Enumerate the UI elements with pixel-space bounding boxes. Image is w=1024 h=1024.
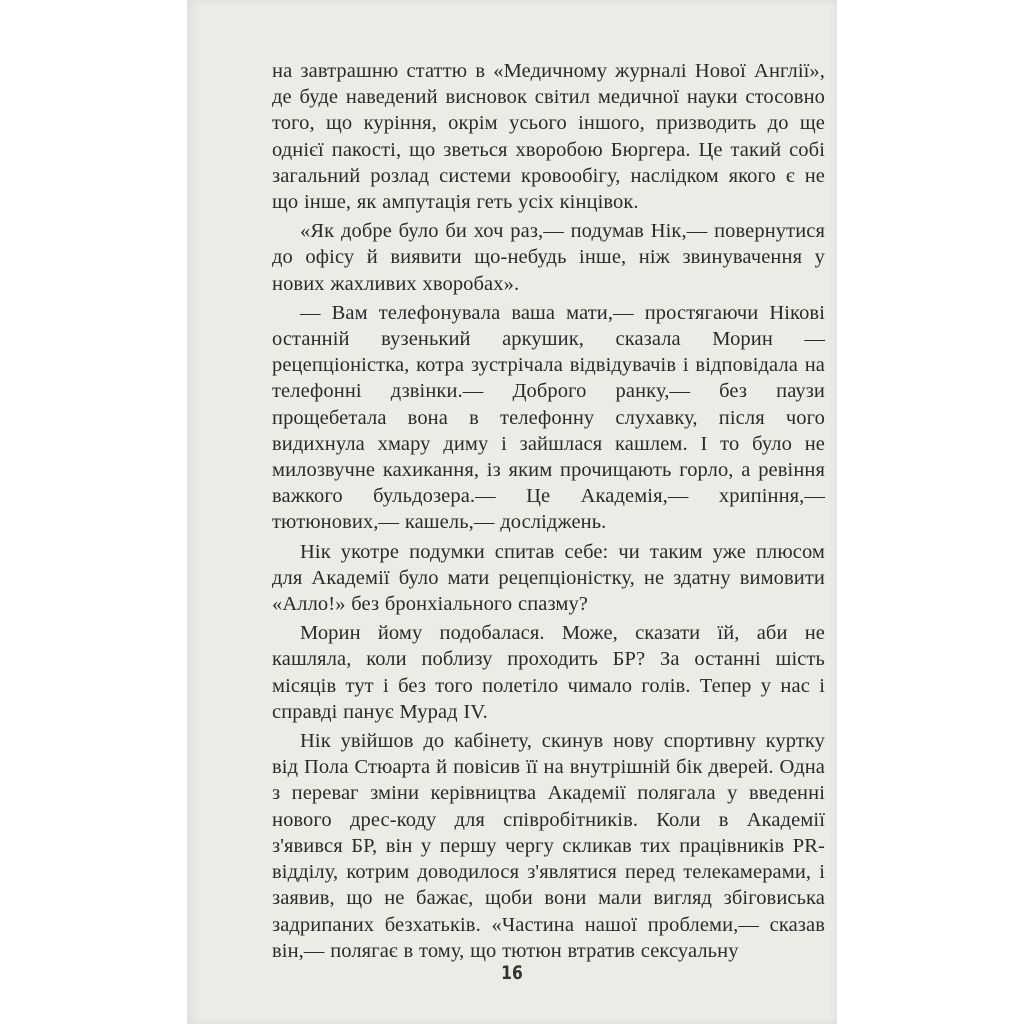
- paragraph-1: на завтрашню статтю в «Медичному журналі Нової Англії», де буде наведений висновок світил медичної науки стосовно того, що куріння, окрім усього іншого, призводить до ще однієї пакості, що зветься хворобою Бюргера. Це такий собі загальний розлад системи кровообігу, наслідком якого є не що інше, як ампутація геть усіх кінцівок.: [272, 60, 825, 214]
- paragraph-4: Нік укотре подумки спитав себе: чи таким уже плюсом для Академії було мати рецепціоністку, не здатну вимовити «Алло!» без бронхіального спазму?: [272, 540, 825, 616]
- paragraph-3: — Вам телефонувала ваша мати,— простягаючи Нікові останній вузенький аркушик, сказала Морин — рецепціоністка, котра зустрічала відвідувачів і відповідала на телефонні дзвінки.— Доброго ранку,— без паузи прощебетала вона в телефонну слухавку, після чого видихнула хмару диму і зайшлася кашлем. І то було не милозвучне кахикання, із яким прочищають горло, а ревіння важкого бульдозера.— Це Академія,— хрипіння,— тютюнових,— кашель,— досліджень.: [272, 301, 825, 534]
- paragraph-2: «Як добре було би хоч раз,— подумав Нік,— повернутися до офісу й виявити що-небудь інше, ніж звинувачення у нових жахливих хворобах».: [272, 220, 825, 295]
- paragraph-6: Нік увійшов до кабінету, скинув нову спортивну куртку від Пола Стюарта й повісив її на внутрішній бік дверей. Одна з переваг зміни керівництва Академії полягала у введенні нового дрес-коду для співробітників. Коли в Академії з'явився БР, він у першу чергу скликав тих працівників PR-відділу, котрим доводилося з'являтися перед телекамерами, і заявив, що не бажає, щоби вони мали вигляд збіговиська задрипаних безхатьків. «Частина нашої проблеми,— сказав він,— полягає в тому, що тютюн втратив сексуальну: [272, 730, 825, 962]
- book-page: [187, 0, 837, 1024]
- page-number: 16: [501, 962, 523, 984]
- body-text: [272, 58, 825, 964]
- paragraph-5: Морин йому подобалася. Може, сказати їй, аби не кашляла, коли поблизу проходить БР? За останні шість місяців тут і без того полетіло чимало голів. Тепер у нас і справді панує Мурад IV.: [272, 622, 825, 723]
